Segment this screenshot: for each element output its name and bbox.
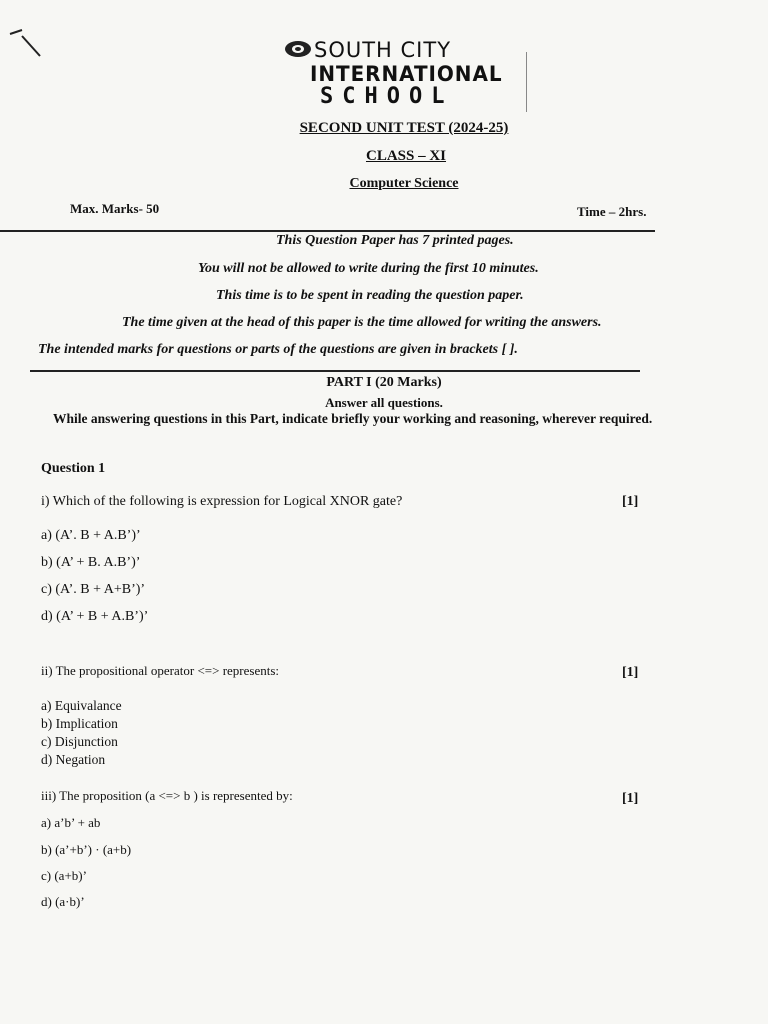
part-title: PART I (20 Marks)	[326, 375, 442, 390]
instruction-line: This Question Paper has 7 printed pages.	[276, 233, 514, 248]
instruction-line: The time given at the head of this paper is the time allowed for writing the answers.	[122, 315, 602, 330]
option-item: d) (A’ + B + A.B’)’	[41, 609, 149, 624]
school-name-line2: INTERNATIONAL	[310, 62, 503, 86]
answer-all-note: Answer all questions.	[325, 395, 443, 410]
time-allowed: Time – 2hrs.	[577, 204, 647, 219]
option-item: c) (A’. B + A+B’)’	[41, 582, 146, 597]
option-item: a) a’b’ + ab	[41, 815, 101, 830]
test-title: SECOND UNIT TEST (2024-25)	[299, 120, 509, 136]
option-item: b) (a’+b’) · (a+b)	[41, 842, 132, 857]
instruction-line: You will not be allowed to write during the first 10 minutes.	[198, 261, 539, 276]
logo-divider	[526, 52, 527, 112]
option-item: c) (a+b)’	[41, 868, 87, 883]
header-divider	[0, 230, 655, 232]
question-text: ii) The propositional operator <=> represents:	[41, 663, 279, 678]
class-title: CLASS – XI	[365, 148, 447, 164]
school-name-line1: SOUTH CITY	[314, 38, 452, 62]
question-marks: [1]	[622, 791, 639, 806]
option-item: b) Implication	[41, 716, 118, 731]
question-marks: [1]	[622, 494, 639, 509]
question-heading: Question 1	[41, 461, 106, 476]
school-name-line3: SCHOOL	[320, 84, 454, 109]
option-item: a) Equivalance	[41, 698, 122, 713]
option-item: d) (a·b)’	[41, 894, 85, 909]
instruction-line: The intended marks for questions or parts of the questions are given in brackets [ ].	[38, 342, 518, 357]
school-emblem-icon	[284, 39, 312, 59]
subject-title: Computer Science	[349, 176, 459, 191]
option-item: d) Negation	[41, 752, 106, 767]
part-instruction: While answering questions in this Part, indicate briefly your working and reasoning, wherever required.	[53, 411, 653, 426]
option-item: a) (A’. B + A.B’)’	[41, 528, 141, 543]
option-item: c) Disjunction	[41, 734, 118, 749]
max-marks: Max. Marks- 50	[70, 201, 160, 216]
instruction-line: This time is to be spent in reading the question paper.	[216, 288, 524, 303]
question-marks: [1]	[622, 665, 639, 680]
option-item: b) (A’ + B. A.B’)’	[41, 555, 141, 570]
question-text: iii) The proposition (a <=> b ) is represented by:	[41, 788, 293, 803]
pen-scribble-mark	[8, 22, 48, 62]
school-logo	[280, 38, 530, 110]
question-text: i) Which of the following is expression for Logical XNOR gate?	[41, 494, 403, 509]
instructions-divider	[30, 370, 640, 372]
